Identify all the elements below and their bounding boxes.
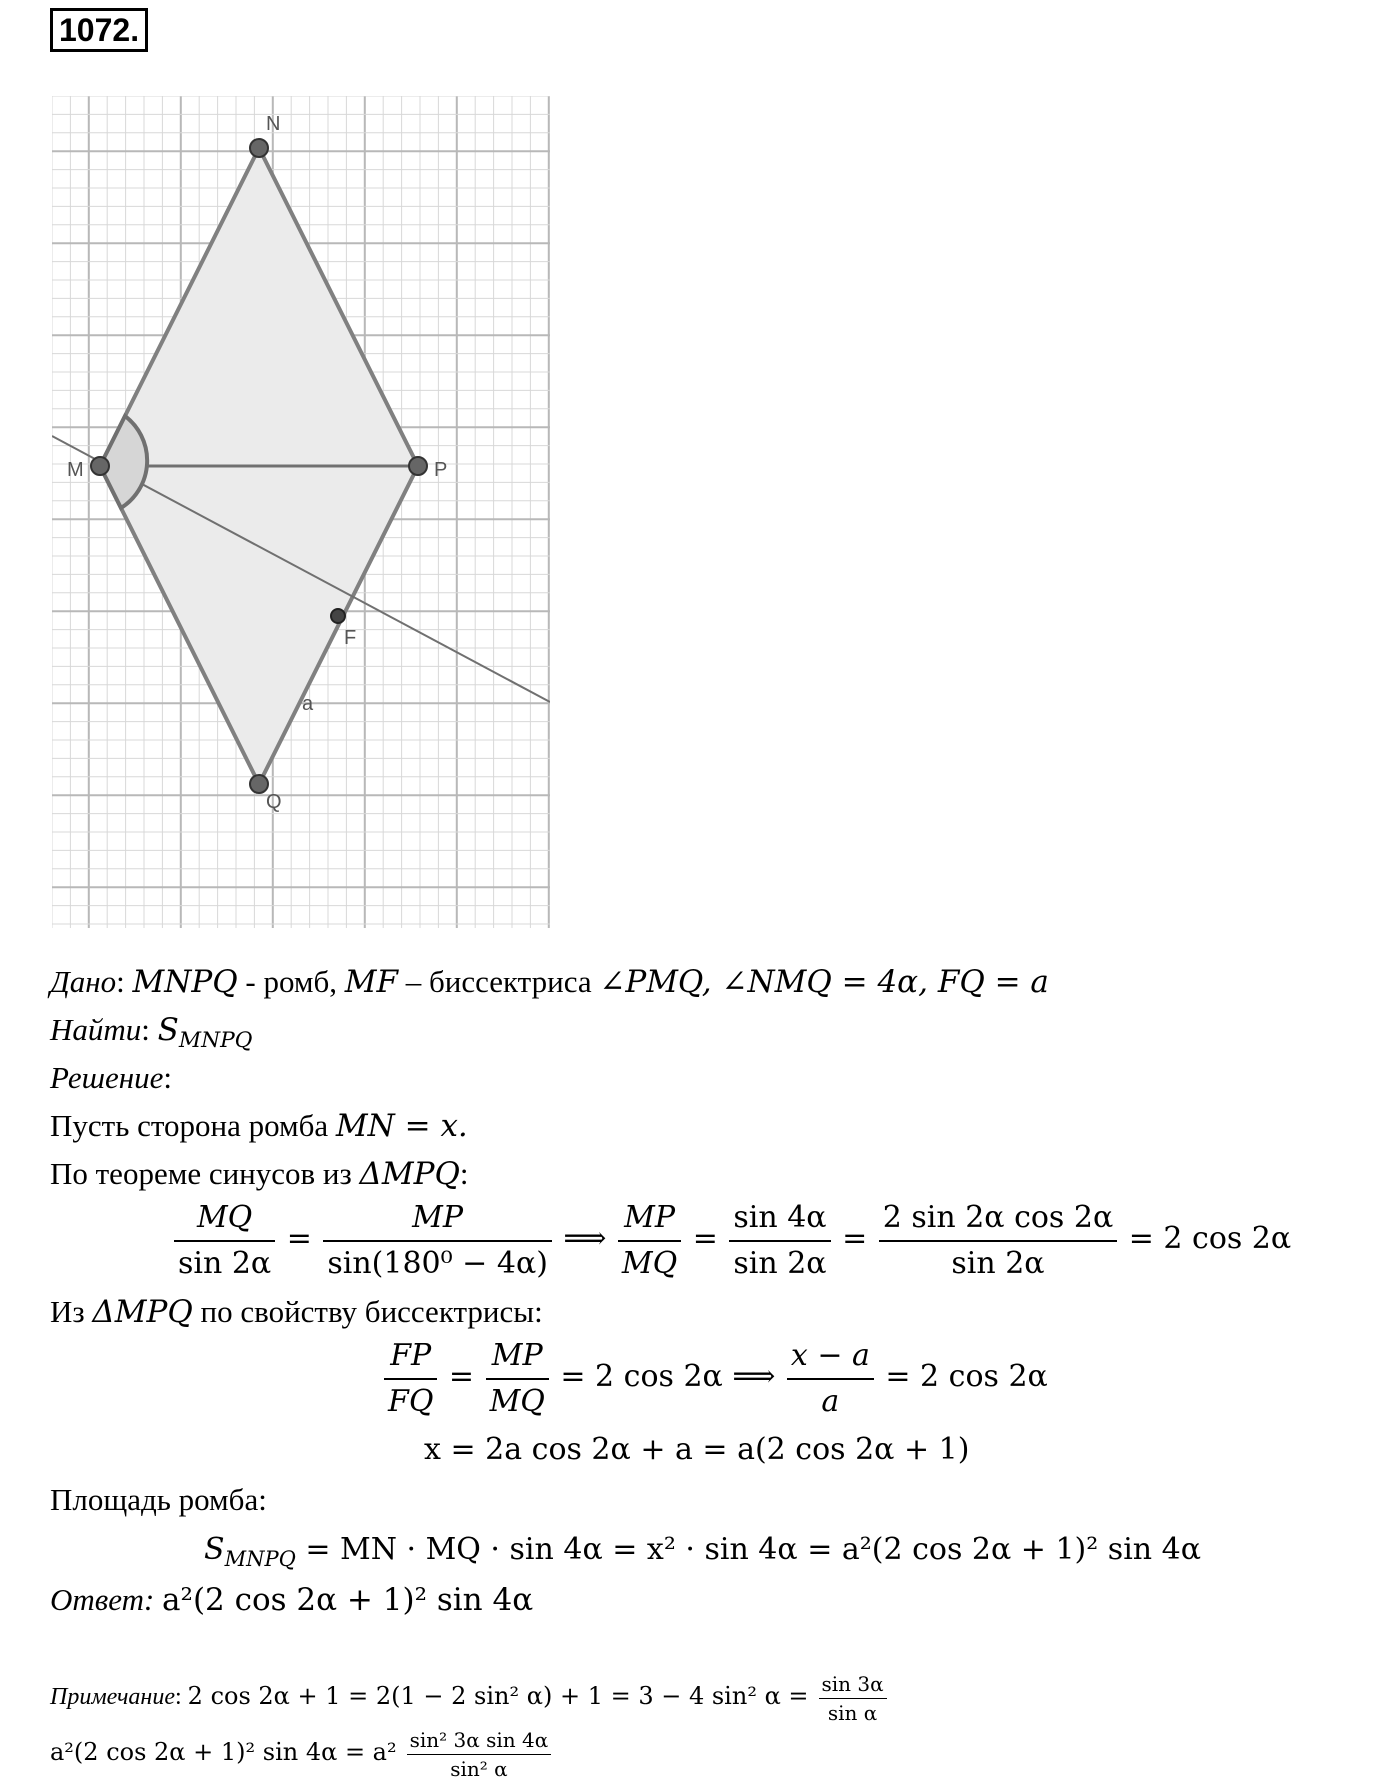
note-line-2: [50, 1722, 555, 1783]
answer-label: Ответ:: [50, 1582, 155, 1617]
find-label: Найти: [50, 1012, 142, 1047]
equation-3: x = 2a cos 2α + a = a(2 cos 2α + 1): [424, 1432, 970, 1467]
eq1-frac-5: $\frac{\text{2 sin 2α cos 2α}}{\sin 2\alpha}$: [879, 1196, 1118, 1286]
point-m: [91, 457, 109, 475]
eq4-lhs: S: [204, 1532, 225, 1567]
step2-math: ΔMPQ: [359, 1156, 460, 1192]
step2: По теореме синусов из ΔMPQ:: [50, 1156, 469, 1192]
step1-text: Пусть сторона ромба: [50, 1108, 336, 1143]
eq1-implies: ⟹: [563, 1220, 607, 1256]
given-text-2: – биссектриса: [398, 964, 600, 999]
step1: [50, 1106, 468, 1146]
step2-text: По теореме синусов из: [50, 1156, 360, 1191]
equation-4: [204, 1528, 1201, 1581]
find-line: Найти: $S_{MNPQ}$: [50, 1012, 253, 1054]
note-line1-text: 2 cos 2α + 1 = 2(1 − 2 sin² α) + 1 = 3 − 4 sin² α =: [187, 1682, 809, 1711]
given-line: Дано: MNPQ - ромб, MF – биссектриса ∠PMQ, ∠NMQ = 4α, FQ = a: [50, 964, 1049, 1000]
equation-1: $\frac{MQ}{\sin 2\alpha}$ = $\frac{MP}{\text{sin(180⁰ − 4α)}}$ ⟹ $\frac{MP}{MQ}$ = $\frac{\sin 4\alpha}{\sin 2\alpha}$ = $\frac{\text{2 sin 2α cos 2α}}{\sin 2\alpha}$ = 2 cos 2α: [170, 1196, 1291, 1286]
eq1-frac-2: $\frac{MP}{\text{sin(180⁰ − 4α)}}$: [323, 1196, 552, 1286]
eq1-frac-1: $\frac{MQ}{\sin 2\alpha}$: [174, 1196, 275, 1286]
note-label: Примечание: [50, 1684, 175, 1711]
eq1-frac-4: $\frac{\sin 4\alpha}{\sin 2\alpha}$: [729, 1196, 830, 1286]
find-target-sub: MNPQ: [178, 1028, 253, 1054]
step3-math: ΔMPQ: [92, 1294, 193, 1330]
eq2-frac-1: $\frac{FP}{FQ}$: [384, 1334, 437, 1424]
eq2-frac-3: $\frac{x - a}{a}$: [787, 1334, 874, 1424]
point-f: [331, 609, 345, 623]
note-frac-1: $\frac{\sin 3\alpha}{\text{sin α}}$: [819, 1670, 887, 1727]
given-rhombus: MNPQ: [132, 964, 238, 1000]
given-conditions: ∠PMQ, ∠NMQ = 4α, FQ = a: [599, 964, 1049, 1000]
step3-text-2: по свойству биссектрисы:: [192, 1294, 543, 1329]
note-line2-text: a²(2 cos 2α + 1)² sin 4α = a²: [50, 1738, 397, 1766]
note-line-1: Примечание: 2 cos 2α + 1 = 2(1 − 2 sin² α) + 1 = 3 − 4 sin² α = $\frac{\sin 3\alpha}{\text{sin α}}$: [50, 1670, 891, 1727]
area-label: Площадь ромба:: [50, 1482, 267, 1517]
eq2-frac-2: $\frac{MP}{MQ}$: [486, 1334, 549, 1424]
problem-number: 1072.: [50, 8, 148, 52]
eq2-result: = 2 cos 2α: [885, 1358, 1048, 1394]
label-f: F: [344, 627, 357, 649]
given-text: - ромб,: [237, 964, 345, 999]
label-p: P: [434, 459, 448, 481]
answer-line: [50, 1580, 533, 1620]
eq1-frac-3: $\frac{MP}{MQ}$: [618, 1196, 681, 1286]
eq2-mid: = 2 cos 2α ⟹: [560, 1358, 776, 1394]
eq4-lhs-sub: MNPQ: [224, 1547, 296, 1571]
eq1-result: = 2 cos 2α: [1128, 1220, 1292, 1256]
equation-2: $\frac{FP}{FQ}$ = $\frac{MP}{MQ}$ = 2 cos 2α ⟹ $\frac{x - a}{a}$ = 2 cos 2α: [380, 1334, 1048, 1424]
answer-value: a²(2 cos 2α + 1)² sin 4α: [162, 1582, 534, 1618]
given-bisector: MF: [344, 964, 399, 1000]
label-n: N: [266, 113, 281, 135]
eq4-rhs: = MN · MQ · sin 4α = x² · sin 4α = a²(2 cos 2α + 1)² sin 4α: [295, 1532, 1201, 1567]
label-q: Q: [266, 791, 282, 813]
solution-line: Решение:: [50, 1060, 172, 1095]
point-p: [409, 457, 427, 475]
given-label: Дано: [50, 964, 117, 999]
step3-text-1: Из: [50, 1294, 93, 1329]
step3: [50, 1292, 543, 1332]
rhombus-figure: [52, 96, 550, 928]
step1-math: MN = x.: [335, 1108, 468, 1144]
note-frac-2: $\frac{\text{sin² 3α sin 4α}}{\text{sin² α}}$: [407, 1726, 552, 1783]
label-side-a: a: [302, 693, 314, 715]
find-target: S: [157, 1012, 179, 1048]
point-n: [250, 139, 268, 157]
label-m: M: [67, 459, 84, 481]
solution-label: Решение: [50, 1060, 164, 1095]
